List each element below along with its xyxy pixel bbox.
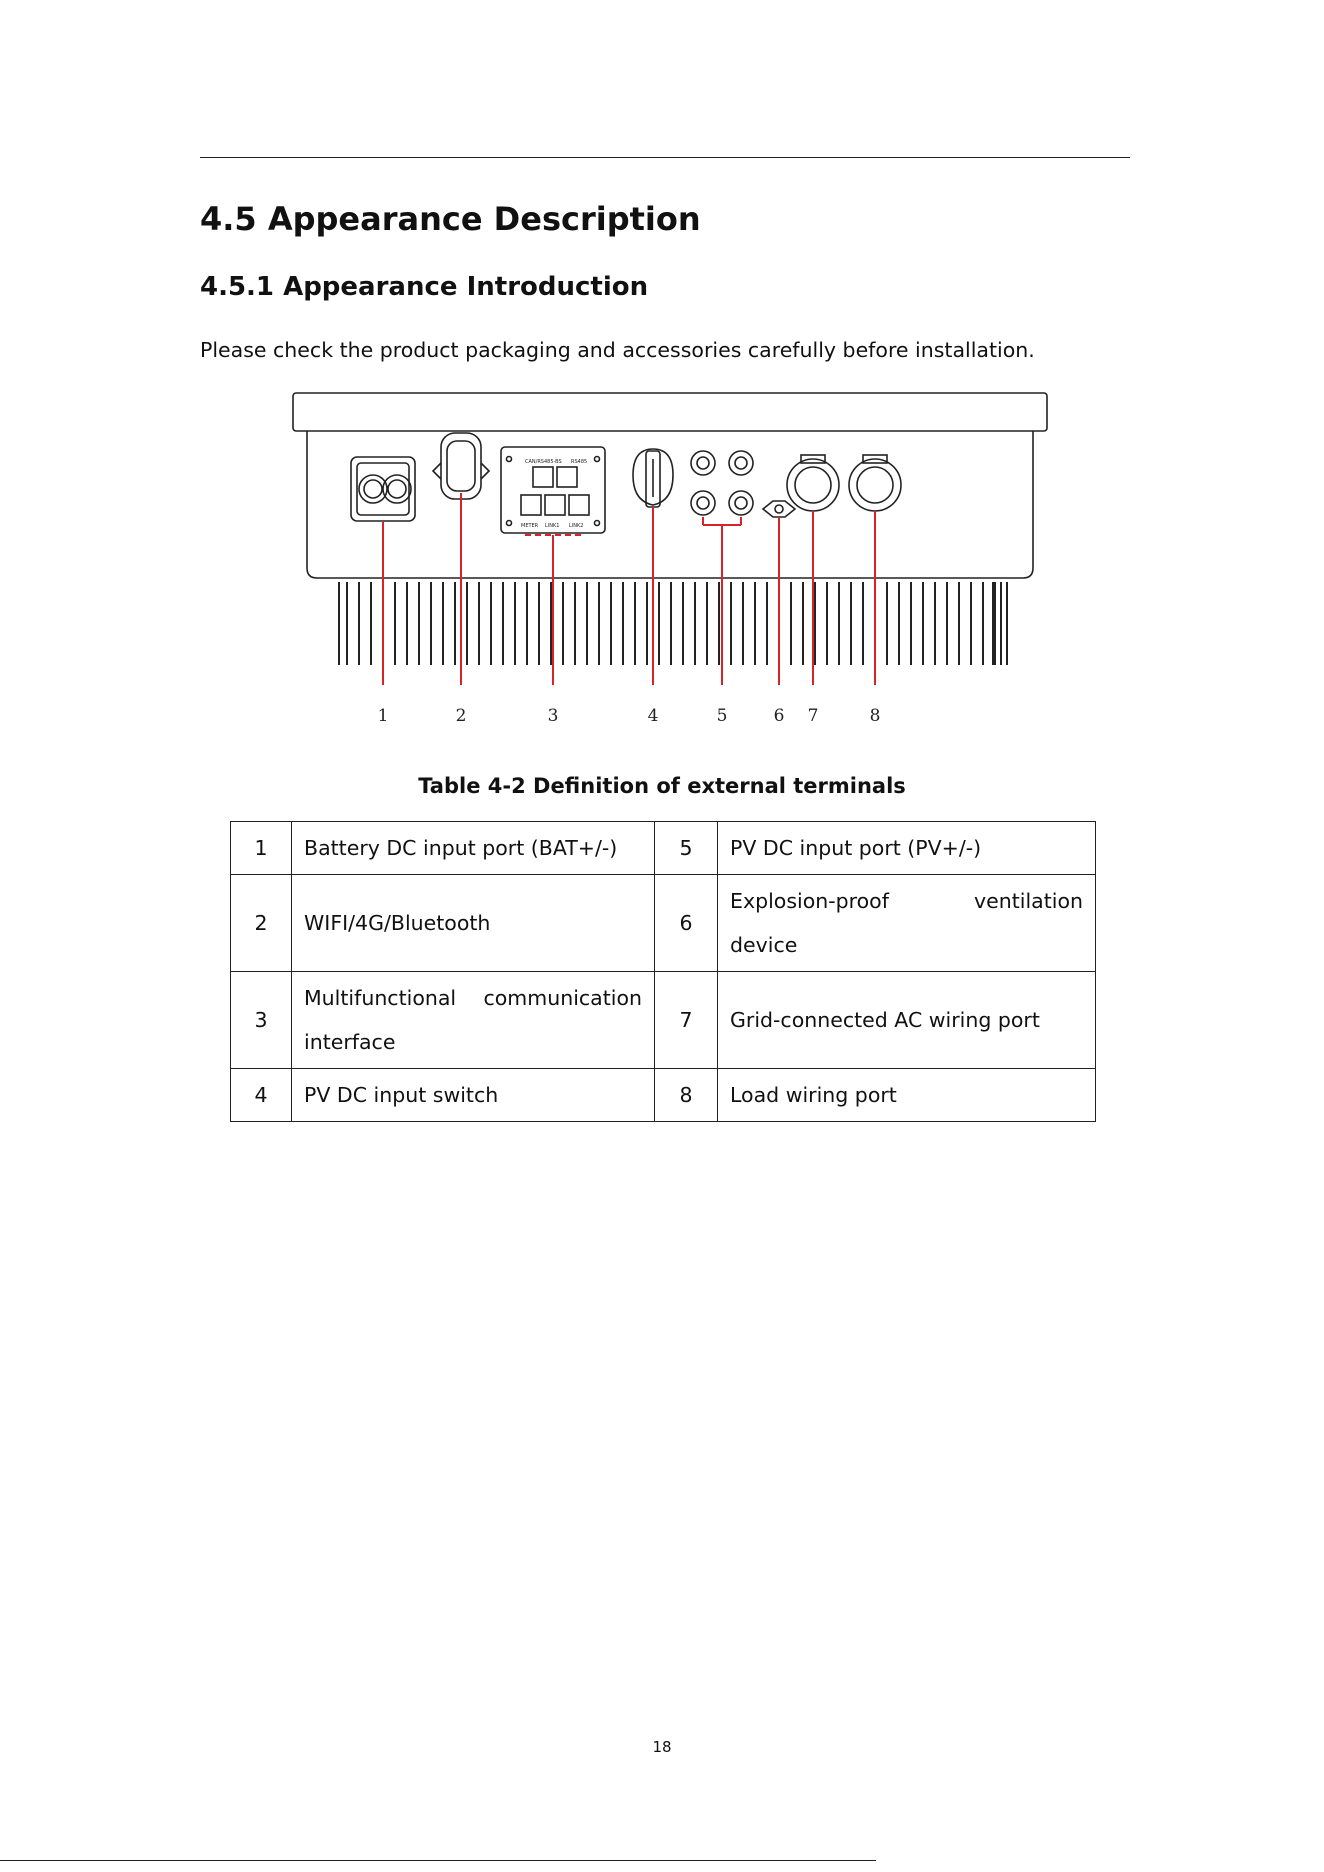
- section-heading: 4.5 Appearance Description: [200, 200, 701, 238]
- terminal-description: PV DC input port (PV+/-): [718, 822, 1096, 875]
- footer-rule: [0, 1860, 876, 1861]
- terminal-number: 8: [655, 1069, 718, 1122]
- wifi-module: [433, 433, 489, 499]
- pv-connectors: [691, 451, 753, 515]
- comm-label-link2: LINK2: [569, 523, 584, 529]
- port-label-3: 3: [547, 706, 559, 726]
- inverter-top-cover: [293, 393, 1047, 431]
- terminal-number: 5: [655, 822, 718, 875]
- terminal-description: Battery DC input port (BAT+/-): [292, 822, 655, 875]
- port-label-4: 4: [647, 706, 659, 726]
- port-label-2: 2: [455, 706, 467, 726]
- table-row: [231, 1069, 1096, 1122]
- comm-label-rs485: RS485: [571, 459, 588, 465]
- inverter-diagram: [285, 385, 1055, 745]
- port-label-8: 8: [869, 706, 881, 726]
- comm-label-link1: LINK1: [545, 523, 560, 529]
- callout-lines: [383, 493, 875, 685]
- terminal-description: WIFI/4G/Bluetooth: [292, 875, 655, 972]
- inverter-body: [307, 431, 1033, 578]
- description-line: device: [730, 933, 798, 957]
- header-rule: [200, 157, 1130, 158]
- intro-paragraph: Please check the product packaging and accessories carefully before installation.: [200, 338, 1035, 362]
- description-word: Explosion-proof: [730, 889, 889, 913]
- battery-port: [351, 457, 415, 521]
- terminal-description: PV DC input switch: [292, 1069, 655, 1122]
- table-row: [231, 875, 1096, 972]
- terminal-description: [292, 972, 655, 1069]
- description-line: interface: [304, 1030, 396, 1054]
- terminal-number: 7: [655, 972, 718, 1069]
- terminal-number: 2: [231, 875, 292, 972]
- ac-grid-port: [787, 455, 839, 511]
- terminal-description: [718, 875, 1096, 972]
- terminal-description: Grid-connected AC wiring port: [718, 972, 1096, 1069]
- terminal-number: 1: [231, 822, 292, 875]
- subsection-heading: 4.5.1 Appearance Introduction: [200, 272, 649, 302]
- description-word: Multifunctional: [304, 986, 457, 1010]
- terminal-description: Load wiring port: [718, 1069, 1096, 1122]
- description-word: communication: [483, 986, 642, 1010]
- table-caption: Table 4-2 Definition of external terminals: [418, 774, 906, 798]
- load-port: [849, 455, 901, 511]
- table-row: [231, 822, 1096, 875]
- comm-label-can: CAN/RS485-BS: [525, 459, 562, 465]
- port-label-1: 1: [377, 706, 389, 726]
- vent-valve: [763, 501, 795, 517]
- comm-label-meter: METER: [521, 523, 539, 529]
- heatsink-fins: [339, 582, 1007, 665]
- table-row: [231, 972, 1096, 1069]
- terminal-table: [230, 821, 1096, 1122]
- pv-dc-switch: [633, 449, 673, 507]
- terminal-number: 4: [231, 1069, 292, 1122]
- port-label-7: 7: [807, 706, 819, 726]
- port-label-5: 5: [716, 706, 728, 726]
- port-label-6: 6: [773, 706, 785, 726]
- page-number: 18: [652, 1738, 672, 1756]
- terminal-number: 3: [231, 972, 292, 1069]
- description-word: ventilation: [974, 889, 1083, 913]
- terminal-number: 6: [655, 875, 718, 972]
